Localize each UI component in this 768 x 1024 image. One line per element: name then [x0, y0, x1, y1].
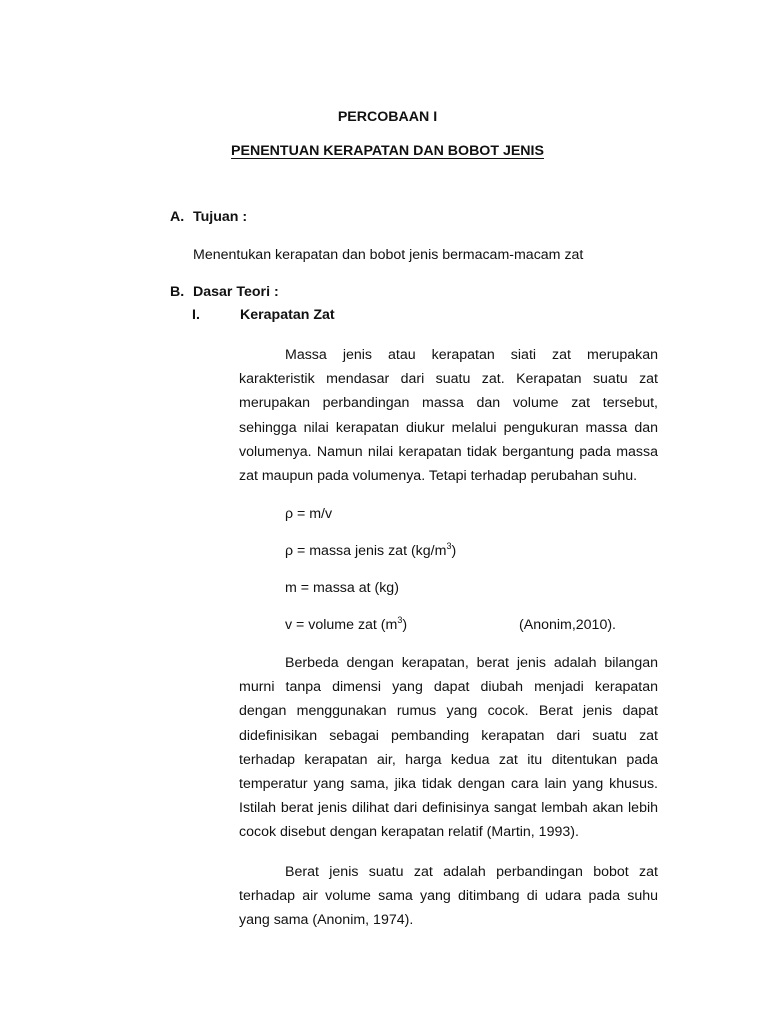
paragraph-density: Massa jenis atau kerapatan siati zat merupakan karakteristik mendasar dari suatu zat. Kerapatan suatu zat merupakan perbandingan massa dan volume zat tersebut, sehingga nilai kerapatan diukur melalui pengukuran massa dan volumenya. Namun nilai kerapatan tidak bergantung pada massa zat maupun pada volumenya. Tetapi terhadap perubahan suhu. — [239, 347, 658, 485]
formula-mass-definition: m = massa at (kg) — [285, 580, 399, 596]
subsection-heading — [192, 307, 335, 323]
section-a-title: Tujuan : — [193, 209, 248, 225]
section-a-heading — [170, 209, 247, 225]
formula-rho-end: ) — [451, 543, 457, 559]
section-b-marker: B. — [170, 284, 185, 300]
section-a-text: Menentukan kerapatan dan bobot jenis bermacam-macam zat — [193, 247, 584, 263]
citation-anonim-2010: (Anonim,2010). — [519, 617, 616, 633]
formula-volume-text: v = volume zat (m — [285, 617, 398, 633]
document-subtitle — [0, 143, 768, 159]
paragraph-weight-ratio: Berat jenis suatu zat adalah perbandingan bobot zat terhadap air volume sama yang ditimbang di udara pada suhu yang sama (Anonim, 1974). — [239, 864, 658, 929]
formula-rho-text: ρ = massa jenis zat (kg/m — [285, 543, 447, 559]
formula-rho-sup: 3 — [446, 541, 452, 551]
subsection-title: Kerapatan Zat — [240, 307, 335, 323]
document-subtitle-text: PENENTUAN KERAPATAN DAN BOBOT JENIS — [231, 143, 544, 159]
formula-rho-definition — [285, 543, 456, 559]
section-b-heading — [170, 284, 279, 300]
section-b-title: Dasar Teori : — [193, 284, 279, 300]
document-title: PERCOBAAN I — [337, 109, 438, 125]
section-a-marker: A. — [170, 209, 185, 225]
formula-volume-sup: 3 — [397, 615, 403, 625]
formula-volume-end: ) — [402, 617, 408, 633]
subsection-marker: I. — [192, 307, 200, 323]
paragraph-specific-gravity: Berbeda dengan kerapatan, berat jenis adalah bilangan murni tanpa dimensi yang dapat diubah menjadi kerapatan dengan menggunakan rumus yang cocok. Berat jenis dapat didefinisikan sebagai pembanding kerapatan dari suatu zat terhadap kerapatan air, harga kedua zat itu ditentukan pada temperatur yang sama, jika tidak dengan cara lain yang khusus. Istilah berat jenis dilihat dari definisinya sangat lembah akan lebih cocok disebut dengan kerapatan relatif (Martin, 1993). — [239, 655, 658, 841]
formula-density: ρ = m/v — [285, 506, 333, 522]
formula-volume-definition — [285, 617, 407, 633]
